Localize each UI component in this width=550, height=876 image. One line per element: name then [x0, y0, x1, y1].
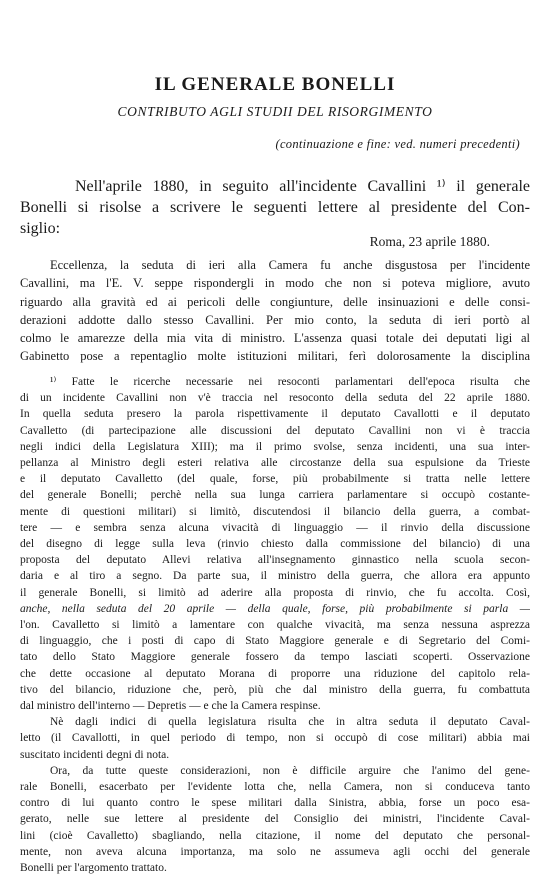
footnote-line: del generale Bonelli; perchè nella sua lunga carriera parlamentare si occupò costante- [20, 489, 530, 502]
footnote-line: contro di lui quanto contro le spese militari dalla Sinistra, abbia, forse un poco esa- [20, 797, 530, 810]
footnote-line: daria e al tiro a segno. Da parte sua, il ministro della guerra, che allora era appunto [20, 570, 530, 583]
footnote-line: che dette occasione al deputato Morana di proporre una riduzione del capitolo rela- [20, 667, 530, 680]
footnote-line: gerato, nelle sue lettere al presidente del Consiglio dei ministri, l'incidente Caval- [20, 813, 530, 826]
footnote-line: mente di questioni militari) si limitò, discutendosi il bilancio della guerra, a combat- [20, 505, 530, 518]
letter-line: riguardo alla gravità ed ai pericoli delle congiunture, delle insinuazioni e delle consi- [20, 294, 530, 309]
footnote-line: Ora, da tutte queste considerazioni, non è difficile arguire che l'animo del gene- [50, 764, 530, 777]
footnote-line: Cavalletto (di partecipazione alle discussioni del deputato Cavallini non vi è traccia [20, 424, 530, 437]
footnote-line: anche, nella seduta del 20 aprile — della quale, forse, più probabilmente si parla — [20, 602, 530, 615]
letter-line: Eccellenza, la seduta di ieri alla Camera fu anche disgustosa per l'incidente [50, 258, 530, 272]
footnote-line: il generale Bonelli, si limitò ad aderire alla proposta di rinvio, che fu accolta. Così, [20, 586, 530, 599]
footnote-line: lini (cioè Cavalletto) sbagliando, nella citazione, il nome del deputato che personal- [20, 829, 530, 842]
letter-date: Roma, 23 aprile 1880. [369, 234, 490, 249]
footnote-line: suscitato incidenti degni di nota. [20, 748, 170, 761]
article-subtitle: CONTRIBUTO AGLI STUDII DEL RISORGIMENTO [117, 104, 433, 119]
article-title: IL GENERALE BONELLI [154, 74, 396, 95]
footnote-line: negli indici della Legislatura XIII); ma il primo svolse, senza incidenti, una sua inter- [20, 440, 530, 453]
footnote-line: Nè dagli indici di quella legislatura risulta che in altra seduta il deputato Caval- [50, 716, 530, 729]
footnote-line: In quella seduta presero la parola rispettivamente il deputato Cavallotti e il deputato [20, 408, 530, 421]
footnote-line: l'on. Cavalletto si limitò a lamentare con qualche vivacità, ma senza nessuna asprezza [20, 619, 530, 632]
footnote-line: tere — e sembra senza alcuna vivacità di linguaggio — il rinvio della discussione [20, 521, 530, 534]
footnote-line: di linguaggio, che i posti di capo di Stato Maggiore generale e di Segretario del Comi- [20, 635, 530, 648]
letter-line: derazioni addotte dallo stesso Cavallini. Per mio conto, la seduta di ieri portò al [20, 312, 530, 327]
footnote-line: letto (il Cavallotti, in quel periodo di tempo, non si occupò di cose militari) abbia mai [20, 732, 530, 745]
footnote-line: rale Bonelli, esacerbato per l'evidente lotta che, nella Camera, non si conduceva tanto [20, 781, 530, 794]
footnote-line: di un incidente Cavallini non v'è traccia nel resoconto della seduta del 22 aprile 1880. [20, 392, 530, 405]
footnote-line: del disegno di legge sulla leva (rinvio chiesto dalla commissione del bilancio) di una [20, 538, 530, 551]
continuation-note: (continuazione e fine: ved. numeri precedenti) [275, 137, 520, 151]
intro-paragraph [20, 176, 530, 239]
footnote-line: dal ministro dell'interno — Depretis — e che la Camera respinse. [20, 700, 321, 713]
footnote-line: Bonelli per l'argomento trattato. [20, 862, 167, 875]
footnote-line: pellanza al Ministro degli esteri relativa alle circostanze della sua espulsione da Trieste [20, 457, 530, 470]
intro-line: siglio: [20, 220, 61, 237]
letter-body [20, 256, 530, 366]
footnote-line: e il deputato Cavalletto (del quale, forse, più probabilmente si tratta nelle lettere [20, 473, 530, 486]
intro-line: Nell'aprile 1880, in seguito all'incidente Cavallini ¹⁾ il generale [75, 178, 530, 195]
footnote-line: tivo del bilancio, riduzione che, però, più che dal ministro della guerra, fu combattuta [20, 683, 530, 696]
footnote [20, 374, 530, 876]
letter-line: colmo le amarezze della mia vita di ministro. L'assenza quasi totale dei deputati ligi al [20, 331, 530, 346]
letter-line: Cavallini, ma l'E. V. seppe rispondergli in modo che non si poteva migliore, avuto [20, 276, 530, 291]
footnote-line: tato dello Stato Maggiore generale fossero da tempo lasciati scoperti. Osservazione [20, 651, 530, 664]
footnote-line: mente, non aveva alcuna importanza, ma solo ne assumeva agli occhi del generale [20, 845, 530, 858]
footnote-line: ¹⁾ Fatte le ricerche necessarie nei resoconti parlamentari dell'epoca risulta che [50, 376, 530, 388]
letter-line: Gabinetto pose a repentaglio molte istituzioni militari, ferì dolorosamente la disciplina [20, 349, 530, 364]
footnote-line: proposta del deputato Allevi relativa all'insegnamento ginnastico nella scuola secon- [20, 554, 530, 567]
intro-line: Bonelli si risolse a scrivere le seguenti lettere al presidente del Con- [20, 199, 530, 216]
